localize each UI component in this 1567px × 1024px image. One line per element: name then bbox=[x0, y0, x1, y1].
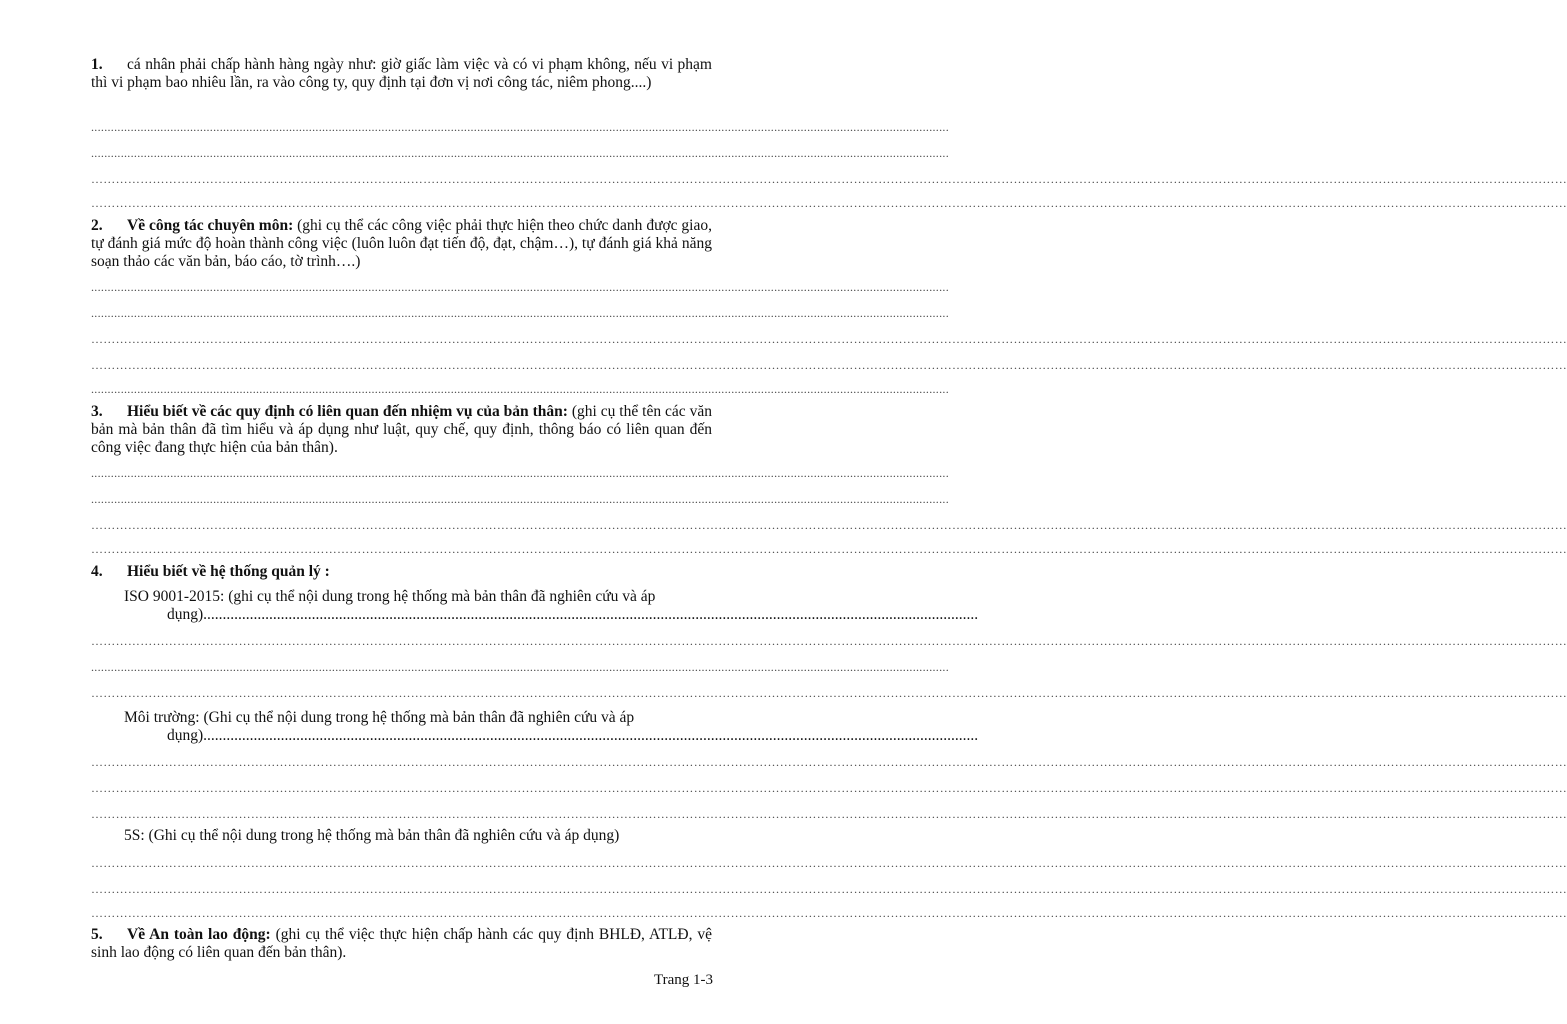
section-text: cá nhân phải chấp hành hàng ngày như: giờ giấc làm việc và có vi phạm không, nếu vi phạm thì vi phạm bao nhiêu lần, ra vào công ty, quy định tại đơn vị nơi công tác, niêm phong....) bbox=[91, 56, 712, 91]
answer-line: ……………………………………………………………………………………………………………………………………………………………………………………………………………………………………………………………………………………………………………………………… bbox=[91, 906, 1567, 920]
section-text: (ghi cụ thể việc thực hiện chấp hành các quy định BHLĐ, ATLĐ, vệ sinh lao động có liên quan đến bản thân). bbox=[91, 926, 713, 961]
answer-line: .................................................................................................................................................................................................................................................................... bbox=[91, 146, 949, 160]
iso-text-end: dụng) bbox=[167, 606, 204, 623]
answer-line: .................................................................................................................................................................................................................................................................... bbox=[91, 280, 949, 294]
section-number: 1. bbox=[91, 56, 103, 73]
answer-line: ……………………………………………………………………………………………………………………………………………………………………………………………………………………………………………………………………………………………………………………………… bbox=[91, 755, 1567, 769]
answer-line: ........................................................................................................................................................................................................ bbox=[203, 727, 979, 744]
iso-text: ISO 9001-2015: (ghi cụ thể nội dung trong hệ thống mà bản thân đã nghiên cứu và áp bbox=[124, 588, 656, 605]
answer-line: ........................................................................................................................................................................................................ bbox=[203, 606, 979, 623]
section-title: Về công tác chuyên môn: bbox=[127, 217, 294, 234]
5s-text: 5S: (Ghi cụ thể nội dung trong hệ thống mà bản thân đã nghiên cứu và áp dụng) bbox=[124, 827, 620, 844]
environment-item bbox=[124, 709, 979, 745]
answer-line: ……………………………………………………………………………………………………………………………………………………………………………………………………………………………………………………………………………………………………………………………… bbox=[91, 172, 1567, 186]
section-number: 5. bbox=[91, 926, 103, 943]
answer-line: ……………………………………………………………………………………………………………………………………………………………………………………………………………………………………………………………………………………………………………………………… bbox=[91, 882, 1567, 896]
answer-line: ……………………………………………………………………………………………………………………………………………………………………………………………………………………………………………………………………………………………………………………………… bbox=[91, 807, 1567, 821]
answer-line: .................................................................................................................................................................................................................................................................... bbox=[91, 382, 949, 396]
answer-line: ……………………………………………………………………………………………………………………………………………………………………………………………………………………………………………………………………………………………………………………………… bbox=[91, 781, 1567, 795]
section-title: Về An toàn lao động: bbox=[127, 926, 271, 943]
section-number: 2. bbox=[91, 217, 103, 234]
section-2 bbox=[91, 217, 712, 271]
section-number: 4. bbox=[91, 563, 103, 580]
answer-line: .................................................................................................................................................................................................................................................................... bbox=[91, 492, 949, 506]
environment-continuation bbox=[124, 727, 979, 745]
answer-line: ……………………………………………………………………………………………………………………………………………………………………………………………………………………………………………………………………………………………………………………………… bbox=[91, 542, 1567, 556]
section-text: (ghi cụ thể các công việc phải thực hiện theo chức danh được giao, tự đánh giá mức độ hoàn thành công việc (luôn luôn đạt tiến độ, đạt, chậm…), tự đánh giá khả năng soạn thảo các văn bản, báo cáo, tờ trình….) bbox=[91, 217, 712, 270]
answer-line: ……………………………………………………………………………………………………………………………………………………………………………………………………………………………………………………………………………………………………………………………… bbox=[91, 358, 1567, 372]
answer-line: ……………………………………………………………………………………………………………………………………………………………………………………………………………………………………………………………………………………………………………………………… bbox=[91, 686, 1567, 700]
section-title: Hiểu biết về hệ thống quản lý : bbox=[127, 563, 330, 580]
iso-continuation bbox=[124, 606, 979, 624]
iso-item bbox=[124, 588, 979, 624]
answer-line: ……………………………………………………………………………………………………………………………………………………………………………………………………………………………………………………………………………………………………………………………… bbox=[91, 332, 1567, 346]
section-number: 3. bbox=[91, 403, 103, 420]
environment-text-end: dụng) bbox=[167, 727, 204, 744]
answer-line: .................................................................................................................................................................................................................................................................... bbox=[91, 120, 949, 134]
section-1 bbox=[91, 56, 712, 92]
answer-line: ……………………………………………………………………………………………………………………………………………………………………………………………………………………………………………………………………………………………………………………………… bbox=[91, 196, 1567, 210]
section-5 bbox=[91, 926, 712, 962]
answer-line: ……………………………………………………………………………………………………………………………………………………………………………………………………………………………………………………………………………………………………………………………… bbox=[91, 856, 1567, 870]
answer-line: .................................................................................................................................................................................................................................................................... bbox=[91, 660, 949, 674]
page-number: Trang 1-3 bbox=[653, 972, 713, 988]
answer-line: .................................................................................................................................................................................................................................................................... bbox=[91, 306, 949, 320]
answer-line: .................................................................................................................................................................................................................................................................... bbox=[91, 466, 949, 480]
answer-line: ……………………………………………………………………………………………………………………………………………………………………………………………………………………………………………………………………………………………………………………………… bbox=[91, 634, 1567, 648]
5s-item bbox=[124, 827, 712, 845]
section-title: Hiểu biết về các quy định có liên quan đến nhiệm vụ của bản thân: bbox=[127, 403, 568, 420]
section-text: (ghi cụ thể tên các văn bản mà bản thân đã tìm hiểu và áp dụng như luật, quy chế, quy định, thông báo có liên quan đến công việc đang thực hiện của bản thân). bbox=[91, 403, 712, 456]
answer-line: ……………………………………………………………………………………………………………………………………………………………………………………………………………………………………………………………………………………………………………………………… bbox=[91, 518, 1567, 532]
section-4 bbox=[91, 563, 712, 581]
section-3 bbox=[91, 403, 712, 457]
environment-text: Môi trường: (Ghi cụ thể nội dung trong hệ thống mà bản thân đã nghiên cứu và áp bbox=[124, 709, 635, 726]
